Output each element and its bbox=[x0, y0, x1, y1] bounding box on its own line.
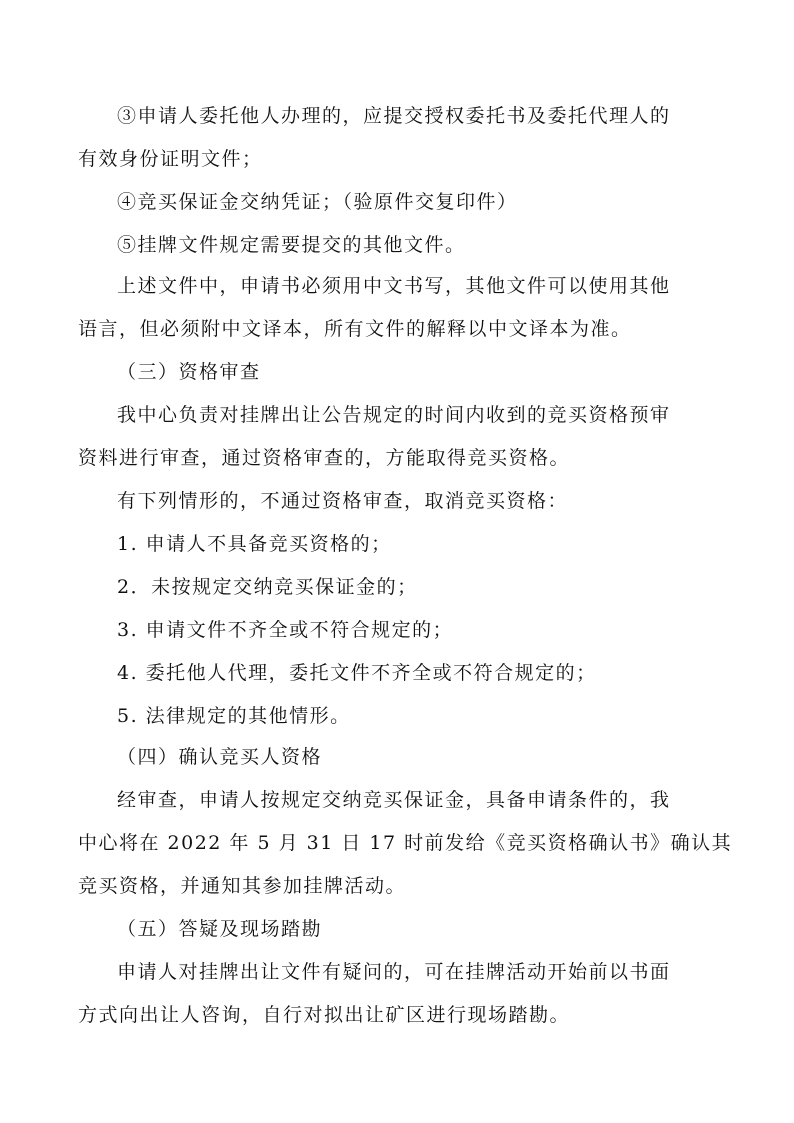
list-item-3: 3. 申请文件不齐全或不符合规定的； bbox=[117, 619, 454, 641]
paragraph-confirm-line-1: 经审查，申请人按规定交纳竞买保证金，具备申请条件的，我 bbox=[117, 789, 671, 811]
paragraph-language-line-1: 上述文件中，申请书必须用中文书写，其他文件可以使用其他 bbox=[117, 275, 671, 297]
list-item-4: 4. 委托他人代理，委托文件不齐全或不符合规定的； bbox=[117, 662, 597, 684]
section-heading-qa-site-visit: （五）答疑及现场踏勘 bbox=[117, 918, 323, 940]
item-3-line-2: 有效身份证明文件； bbox=[78, 148, 263, 170]
paragraph-qa-line-1: 申请人对挂牌出让文件有疑问的，可在挂牌活动开始前以书面 bbox=[117, 961, 671, 983]
paragraph-qa-line-2: 方式向出让人咨询，自行对拟出让矿区进行现场踏勘。 bbox=[78, 1004, 571, 1026]
paragraph-language-line-2: 语言，但必须附中文译本，所有文件的解释以中文译本为准。 bbox=[78, 318, 632, 340]
paragraph-confirm-line-3: 竞买资格，并通知其参加挂牌活动。 bbox=[78, 875, 407, 897]
list-item-2: 2．未按规定交纳竞买保证金的； bbox=[117, 576, 418, 598]
paragraph-disqualification-intro: 有下列情形的，不通过资格审查，取消竞买资格： bbox=[117, 490, 569, 512]
paragraph-review-line-1: 我中心负责对挂牌出让公告规定的时间内收到的竞买资格预审 bbox=[117, 404, 671, 426]
paragraph-confirm-line-2: 中心将在 2022 年 5 月 31 日 17 时前发给《竞买资格确认书》确认其 bbox=[78, 832, 733, 854]
section-heading-confirm-bidder: （四）确认竞买人资格 bbox=[117, 746, 323, 768]
list-item-1: 1. 申请人不具备竞买资格的； bbox=[117, 533, 392, 555]
section-heading-qualification-review: （三）资格审查 bbox=[117, 361, 261, 383]
item-4: ④竞买保证金交纳凭证；（验原件交复印件） bbox=[117, 191, 518, 213]
list-item-5: 5. 法律规定的其他情形。 bbox=[117, 705, 351, 727]
paragraph-review-line-2: 资料进行审查，通过资格审查的，方能取得竞买资格。 bbox=[78, 447, 571, 469]
item-5: ⑤挂牌文件规定需要提交的其他文件。 bbox=[117, 234, 466, 256]
item-3-line-1: ③申请人委托他人办理的，应提交授权委托书及委托代理人的 bbox=[117, 105, 671, 127]
